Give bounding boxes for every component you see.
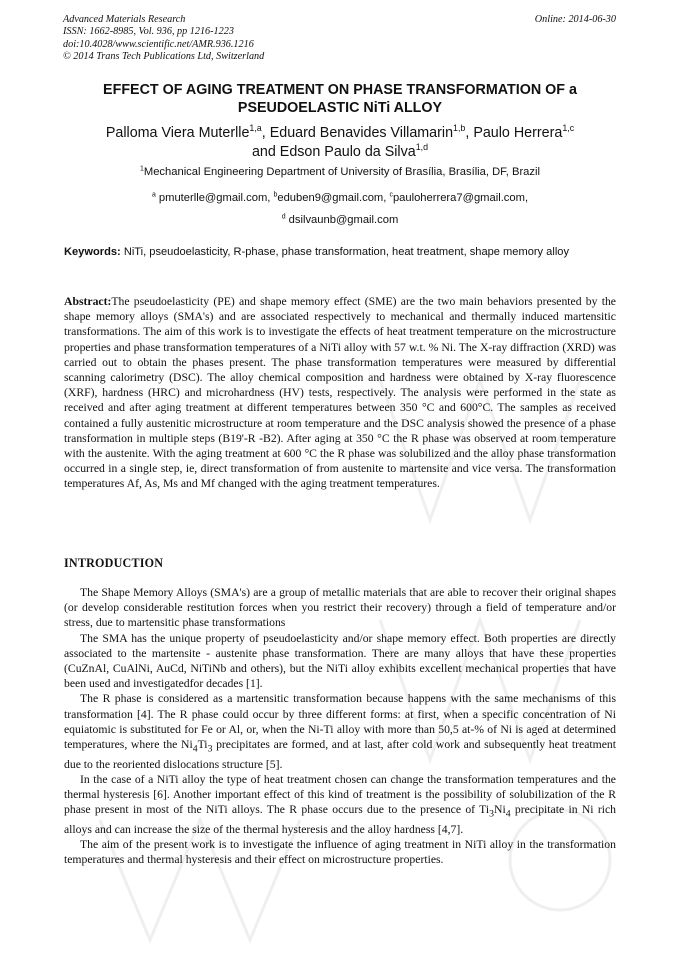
section-heading-introduction: INTRODUCTION: [64, 556, 164, 570]
author-list: [30, 124, 650, 162]
subscript: 4: [192, 743, 198, 755]
email-mark: d: [281, 213, 286, 221]
email-address: eduben9@gmail.com: [277, 192, 384, 204]
keywords-text: NiTi, pseudoelasticity, R-phase, phase transformation, heat treatment, shape memory alloy: [123, 246, 570, 258]
email-mark: c: [389, 191, 393, 199]
email-address: pmuterlle@gmail.com: [158, 192, 268, 204]
introduction-body: [64, 585, 616, 867]
journal-copyright: © 2014 Trans Tech Publications Ltd, Switzerland: [63, 51, 265, 63]
affiliation: [30, 165, 650, 179]
author-name: Eduard Benavides Villamarin: [269, 125, 454, 141]
author-affiliation-mark: 1,a: [249, 123, 262, 134]
paragraph-text: Ni: [494, 803, 506, 817]
abstract-text: The pseudoelasticity (PE) and shape memory effect (SME) are the two main behaviors presented by the shape memory alloys (SMA's) and are associated respectively to mechanical and thermally induced martensitic transformations. The aim of this work is to investigate the effects of heat treatment temperature on the microstructure properties and phase transformation temperatures of a NiTi alloy with 57 w.t. % Ni. The X-ray diffraction (XRD) was carried out to obtain the phases present. The phase transformation temperatures were measured by differential scanning calorimetry (DSC). The alloy chemical composition and hardness were obtained by X-ray fluorescence (XRF), hardness (HRC) and microhardness (HV) tests, respectively. The analysis were performed in the state as received and after aging treatment at different temperatures between 350 °C and 600°C. The samples as received contained a fully austenitic microstructure at room temperature and the DSC analysis showed the presence of a phase transformation in multiple steps (B19'-R -B2). After aging at 350 °C the R phase was observed at room temperature with the austenite. With the aging treatment at 600 °C the R phase was solubilized and the alloy phase transformation occurred in a single step, ie, direct transformation of from austenite to martensite and vice versa. The transformation temperatures Af, As, Ms and Mf changed with the aging treatment temperatures.: [64, 295, 616, 491]
subscript: 3: [207, 743, 213, 755]
author-affiliation-mark: 1,d: [415, 142, 429, 153]
email-mark: b: [273, 191, 278, 199]
keywords-label: Keywords:: [64, 246, 121, 258]
paragraph-text: precipitate in Ni rich alloys and can increase the size of the thermal hysteresis and the alloy hardness [4,7].: [64, 803, 616, 836]
keywords: [64, 245, 616, 259]
email-address: dsilvaunb@gmail.com: [288, 214, 399, 226]
affiliation-text: Mechanical Engineering Department of University of Brasília, Brasília, DF, Brazil: [143, 166, 540, 178]
author-separator: ,: [465, 125, 474, 141]
affiliation-mark: 1: [140, 165, 144, 173]
journal-doi: doi:10.4028/www.scientific.net/AMR.936.1216: [63, 38, 254, 50]
paragraph-text: The R phase is considered as a martensitic transformation because happens with the same mechanisms of this transformation [4]. The R phase could occur by three different forms: at first, when a specific concentration of Ni equiatomic is substituted for Fe or Al, or, when the Ni-Ti alloy with more than 50,5 at-% of Ni is aged at determined temperatures, where the Ni: [64, 692, 616, 752]
author-name: Edson Paulo da Silva: [279, 144, 416, 160]
email-mark: a: [151, 191, 156, 199]
online-date: Online: 2014-06-30: [534, 14, 616, 25]
author-separator: ,: [261, 125, 270, 141]
title-line-1: EFFECT OF AGING TREATMENT ON PHASE TRANSFORMATION OF a: [103, 82, 577, 98]
paragraph: The SMA has the unique property of pseudoelasticity and/or shape memory effect. Both properties are directly associated to the martensite - austenite phase transformation. There are many alloys that have these properties (CuZnAl, CuAlNi, AuCd, NiTiNb and others), but the NiTi alloy exhibits excellent mechanical properties that have been used and investigatedfor decades [1].: [64, 631, 616, 691]
journal-header: [63, 14, 616, 64]
journal-name: Advanced Materials Research: [63, 14, 186, 25]
paragraph: The Shape Memory Alloys (SMA's) are a group of metallic materials that are able to recover their original shapes (or develop considerable restitution forces when you restrict their recovery) through a field of temperature and/or stress, due to martensitic phase transformations: [64, 586, 616, 630]
title-line-2: PSEUDOELASTIC NiTi ALLOY: [237, 99, 443, 116]
abstract: [64, 294, 616, 492]
paper-title: [40, 82, 640, 117]
email-address: pauloherrera7@gmail.com: [392, 192, 525, 204]
paragraph-text: Ti: [197, 738, 208, 752]
paragraph-text: precipitates are formed, and at last, after cold work and subsequently heat treatment due to the reoriented dislocations structure [5].: [64, 738, 616, 771]
author-conjunction: and: [251, 144, 280, 160]
abstract-label: Abstract:: [64, 295, 112, 308]
paragraph: [64, 691, 616, 771]
paragraph-text: In the case of a NiTi alloy the type of heat treatment chosen can change the transformation temperatures and the thermal hysteresis [6]. Another important effect of this kind of treatment is the possibility of solubilization of the R phase present in most of the NiTi alloys. The R phase occurs due to the presence of Ti: [64, 772, 616, 817]
author-affiliation-mark: 1,b: [453, 123, 466, 134]
subscript: 4: [505, 808, 511, 820]
author-affiliation-mark: 1,c: [562, 123, 575, 134]
subscript: 3: [489, 808, 494, 820]
paragraph: The aim of the present work is to investigate the influence of aging treatment in NiTi alloy in the transformation temperatures and thermal hysteresis and their effect on microstructure properties.: [64, 837, 616, 867]
paragraph: [64, 772, 616, 837]
journal-issn: ISSN: 1662-8985, Vol. 936, pp 1216-1223: [63, 26, 234, 38]
author-name: Palloma Viera Muterlle: [105, 125, 250, 141]
author-name: Paulo Herrera: [473, 125, 563, 141]
author-emails: $^a$ pmuterlle@gmail.com, $^b$eduben9@gmail.com, $^c$pauloherrera7@gmail.com, $^d$ dsilvaunb@gmail.com: [151, 191, 529, 226]
